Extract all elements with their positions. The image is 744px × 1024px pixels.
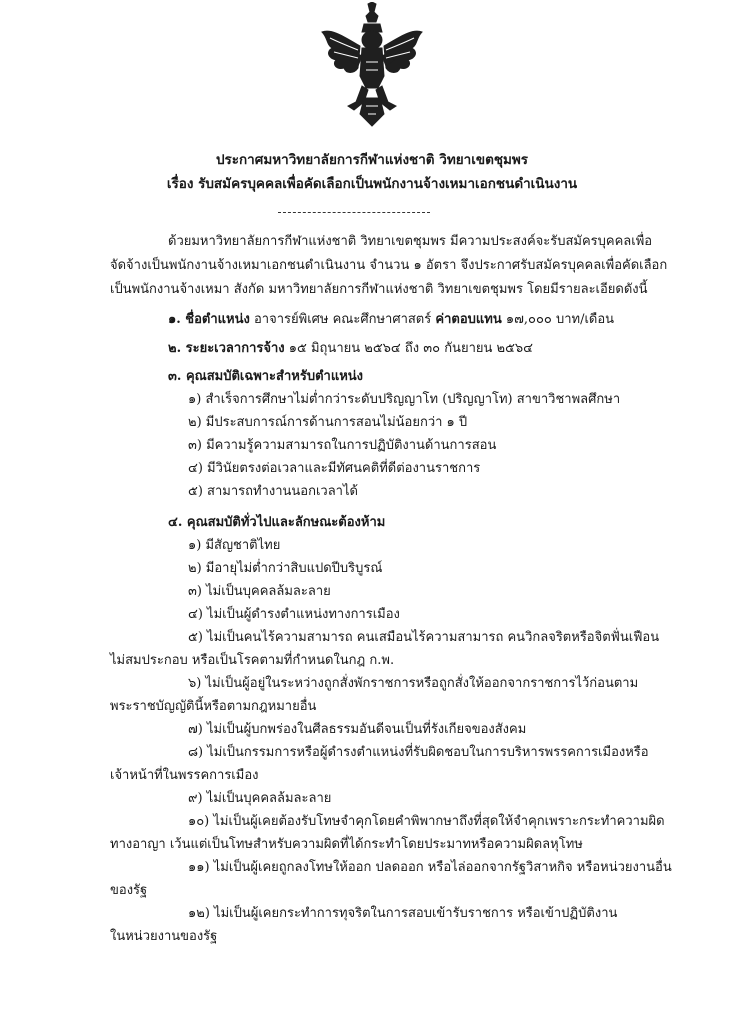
section-position — [168, 311, 614, 329]
list-item: ๕) สามารถทำงานนอกเวลาได้ — [188, 484, 358, 499]
position-label: ๑. ชื่อตำแหน่ง — [168, 312, 250, 327]
list-item-continuation: ไม่สมประกอบ หรือเป็นโรคตามที่กำหนดในกฎ ก.พ. — [110, 653, 395, 668]
announcement-title: ประกาศมหาวิทยาลัยการกีฬาแห่งชาติ วิทยาเขตชุมพร — [215, 152, 529, 168]
list-item: ๙) ไม่เป็นบุคคลล้มละลาย — [188, 791, 332, 806]
announcement-subject: เรื่อง รับสมัครบุคคลเพื่อคัดเลือกเป็นพนักงานจ้างเหมาเอกชนดำเนินงาน — [166, 176, 578, 192]
pay-label: ค่าตอบแทน — [435, 312, 502, 327]
intro-line: เป็นพนักงานจ้างเหมา สังกัด มหาวิทยาลัยการกีฬาแห่งชาติ วิทยาเขตชุมพร โดยมีรายละเอียดดังนี้ — [110, 282, 648, 297]
list-item-continuation: ทางอาญา เว้นแต่เป็นโทษสำหรับความผิดที่ได้กระทำโดยประมาทหรือความผิดลหุโทษ — [110, 837, 583, 852]
section-general-qualifications: ๔. คุณสมบัติทั่วไปและลักษณะต้องห้าม — [168, 515, 386, 530]
list-item: ๔) ไม่เป็นผู้ดำรงตำแหน่งทางการเมือง — [188, 607, 400, 622]
list-item-continuation: เจ้าหน้าที่ในพรรคการเมือง — [110, 768, 259, 783]
list-item: ๖) ไม่เป็นผู้อยู่ในระหว่างถูกสั่งพักราชการหรือถูกสั่งให้ออกจากราชการไว้ก่อนตาม — [188, 676, 639, 691]
list-item-continuation: พระราชบัญญัตินี้หรือตามกฎหมายอื่น — [110, 699, 317, 714]
garuda-emblem — [318, 2, 426, 130]
pay-value: ๑๗,๐๐๐ บาท/เดือน — [505, 312, 615, 327]
list-item: ๓) ไม่เป็นบุคคลล้มละลาย — [188, 584, 331, 599]
list-item: ๑) มีสัญชาติไทย — [188, 538, 281, 553]
list-item: ๕) ไม่เป็นคนไร้ความสามารถ คนเสมือนไร้ความสามารถ คนวิกลจริตหรือจิตฟั่นเฟือน — [188, 630, 660, 645]
list-item: ๗) ไม่เป็นผู้บกพร่องในศีลธรรมอันดีจนเป็นที่รังเกียจของสังคม — [188, 722, 527, 737]
list-item: ๔) มีวินัยตรงต่อเวลาและมีทัศนคติที่ดีต่องานราชการ — [188, 461, 481, 476]
list-item: ๑) สำเร็จการศึกษาไม่ต่ำกว่าระดับปริญญาโท (ปริญญาโท) สาขาวิชาพลศึกษา — [188, 392, 621, 407]
list-item-continuation: ในหน่วยงานของรัฐ — [110, 929, 218, 944]
list-item: ๑๐) ไม่เป็นผู้เคยต้องรับโทษจำคุกโดยคำพิพากษาถึงที่สุดให้จำคุกเพราะกระทำความผิด — [188, 814, 665, 829]
intro-line: จัดจ้างเป็นพนักงานจ้างเหมาเอกชนดำเนินงาน จำนวน ๑ อัตรา จึงประกาศรับสมัครบุคคลเพื่อคัดเลือก — [110, 258, 668, 273]
list-item: ๑๑) ไม่เป็นผู้เคยถูกลงโทษให้ออก ปลดออก หรือไล่ออกจากรัฐวิสาหกิจ หรือหน่วยงานอื่น — [188, 860, 672, 875]
intro-line: ด้วยมหาวิทยาลัยการกีฬาแห่งชาติ วิทยาเขตชุมพร มีความประสงค์จะรับสมัครบุคคลเพื่อ — [168, 234, 653, 249]
list-item: ๒) มีประสบการณ์การด้านการสอนไม่น้อยกว่า ๑ ปี — [188, 415, 468, 430]
list-item: ๓) มีความรู้ความสามารถในการปฏิบัติงานด้านการสอน — [188, 438, 497, 453]
period-value: ๑๕ มิถุนายน ๒๕๖๔ ถึง ๓๐ กันยายน ๒๕๖๔ — [288, 341, 533, 356]
list-item: ๑๒) ไม่เป็นผู้เคยกระทำการทุจริตในการสอบเข้ารับราชการ หรือเข้าปฏิบัติงาน — [188, 906, 618, 921]
list-item-continuation: ของรัฐ — [110, 883, 148, 898]
list-item: ๘) ไม่เป็นกรรมการหรือผู้ดำรงตำแหน่งที่รับผิดชอบในการบริหารพรรคการเมืองหรือ — [188, 745, 649, 760]
header-divider — [278, 212, 430, 213]
section-specific-qualifications: ๓. คุณสมบัติเฉพาะสำหรับตำแหน่ง — [168, 369, 364, 384]
period-label: ๒. ระยะเวลาการจ้าง — [168, 341, 285, 356]
list-item: ๒) มีอายุไม่ต่ำกว่าสิบแปดปีบริบูรณ์ — [188, 561, 383, 576]
position-value: อาจารย์พิเศษ คณะศึกษาศาสตร์ — [254, 312, 432, 327]
section-period — [168, 340, 533, 358]
